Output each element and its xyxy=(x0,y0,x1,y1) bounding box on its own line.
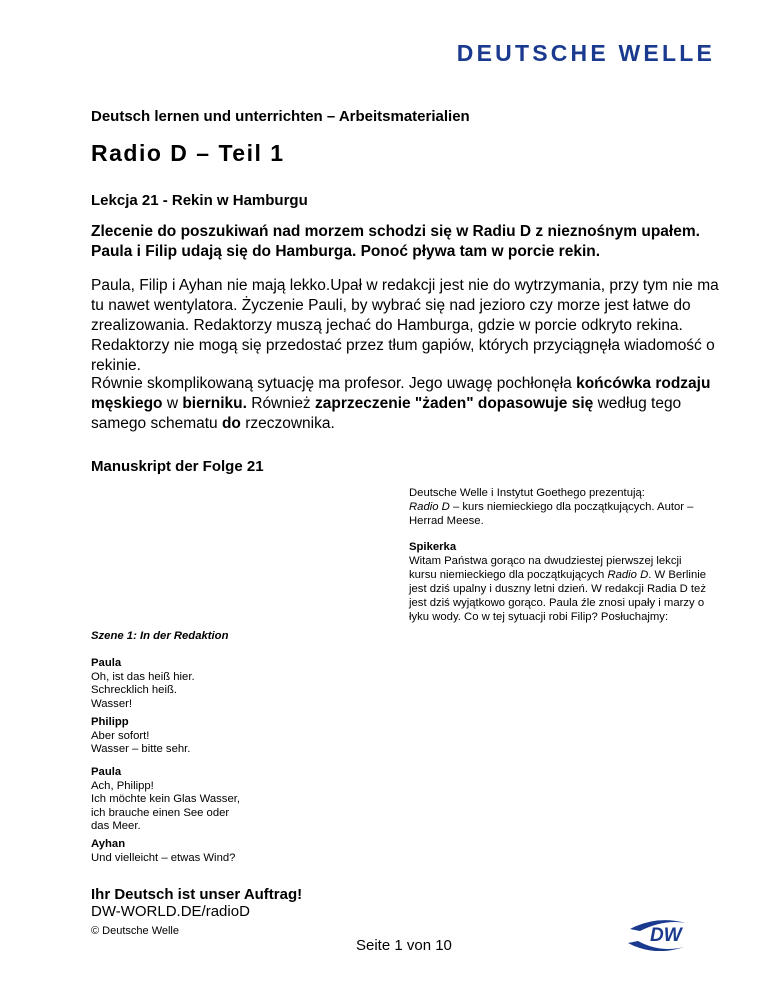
dialogue-line: Wasser! xyxy=(91,697,133,710)
scene-title: Szene 1: In der Redaktion xyxy=(91,630,229,642)
text-run: Również xyxy=(246,395,315,412)
lead-paragraph: Zlecenie do poszukiwań nad morzem schodzi się w Radiu D z nieznośnym upałem. Paula i Filip udają się do Hamburga. Ponoć pływa tam w porcie rekin. xyxy=(91,223,700,260)
dialogue-line: Ich möchte kein Glas Wasser, xyxy=(91,793,241,805)
page-title: Radio D – Teil 1 xyxy=(91,140,285,166)
dialogue-line: Schrecklich heiß. xyxy=(91,684,178,696)
speaker-name: Paula xyxy=(91,766,122,778)
intro-block xyxy=(409,486,709,528)
dialogue-line: ich brauche einen See oder xyxy=(91,806,230,819)
text-run: Witam Państwa gorąco na dwudziestej pierwszej lekcji kursu niemieckiego dla początkujących xyxy=(409,555,682,581)
grammar-paragraph xyxy=(91,374,731,434)
emphasis-run: do xyxy=(221,415,241,432)
speaker-name: Paula xyxy=(91,657,122,669)
dw-logo xyxy=(626,917,716,951)
summary-paragraph: Paula, Filip i Ayhan nie mają lekko.Upał w redakcji jest nie do wytrzymania, przy tym nie ma tu nawet wentylatora. Życzenie Pauli, by wybrać się nad jezioro czy morze jest łatwe do zrealizowania. Redaktorzy muszą jechać do Hamburga, gdzie w porcie odkryto rekina. Redaktorzy nie mogą się przedostać przez tłum gapiów, których przyciągnęła wiadomość o rekinie. xyxy=(91,277,719,374)
footer-slogan: Ihr Deutsch ist unser Auftrag! xyxy=(91,886,303,903)
radio-d-italic: Radio D xyxy=(409,501,450,513)
emphasis-run: bierniku. xyxy=(182,395,247,412)
dialogue-line: Wasser – bitte sehr. xyxy=(91,743,191,755)
footer-url: DW-WORLD.DE/radioD xyxy=(91,903,250,920)
text-run: rzeczownika. xyxy=(240,415,335,432)
emphasis-run: zaprzeczenie "żaden" dopasowuje się xyxy=(315,395,594,412)
page-number: Seite 1 von 10 xyxy=(356,937,452,954)
text-run: Równie skomplikowaną sytuację ma profesor. Jego uwagę pochłonęła xyxy=(91,375,577,392)
radio-d-italic: Radio D xyxy=(607,569,649,581)
document-supertitle: Deutsch lernen und unterrichten – Arbeitsmaterialien xyxy=(91,108,470,125)
text-run: . W Berlinie jest dziś upalny i duszny letni dzień. W redakcji Radia D też jest dziś wyjątkowo gorąco. Paula źle znosi upały i marzy o łyku wody. Co w tej sytuacji robi Filip? Posłuchajmy: xyxy=(409,569,707,623)
manuscript-heading: Manuskript der Folge 21 xyxy=(91,458,264,475)
spikerka-text xyxy=(409,554,709,624)
dialogue-line: Aber sofort! xyxy=(91,729,150,742)
dialogue-block xyxy=(91,657,291,711)
dialogue-line: Ach, Philipp! xyxy=(91,779,154,792)
emphasis-run: końcówka rodzaju męskiego xyxy=(91,375,711,412)
dialogue-line: Und vielleicht – etwas Wind? xyxy=(91,851,236,864)
spikerka-block xyxy=(409,540,709,624)
dialogue-line: das Meer. xyxy=(91,820,141,832)
dialogue-block xyxy=(91,838,291,865)
text-run: w xyxy=(162,395,183,412)
dialogue-line: Oh, ist das heiß hier. xyxy=(91,670,195,683)
dialogue-block xyxy=(91,766,291,834)
lesson-title: Lekcja 21 - Rekin w Hamburgu xyxy=(91,192,308,209)
dialogue-block xyxy=(91,716,291,757)
dw-logo-text: DW xyxy=(650,925,682,946)
speaker-name: Spikerka xyxy=(409,541,457,553)
speaker-name: Ayhan xyxy=(91,838,126,850)
footer-copyright: © Deutsche Welle xyxy=(91,925,179,937)
intro-line: – kurs niemieckiego dla początkujących. Autor – Herrad Meese. xyxy=(409,501,694,527)
intro-line: Deutsche Welle i Instytut Goethego prezentują: xyxy=(409,487,645,499)
deutsche-welle-brand: DEUTSCHE WELLE xyxy=(456,40,715,66)
text-run: według tego samego schematu xyxy=(91,395,682,432)
speaker-name: Philipp xyxy=(91,716,129,728)
